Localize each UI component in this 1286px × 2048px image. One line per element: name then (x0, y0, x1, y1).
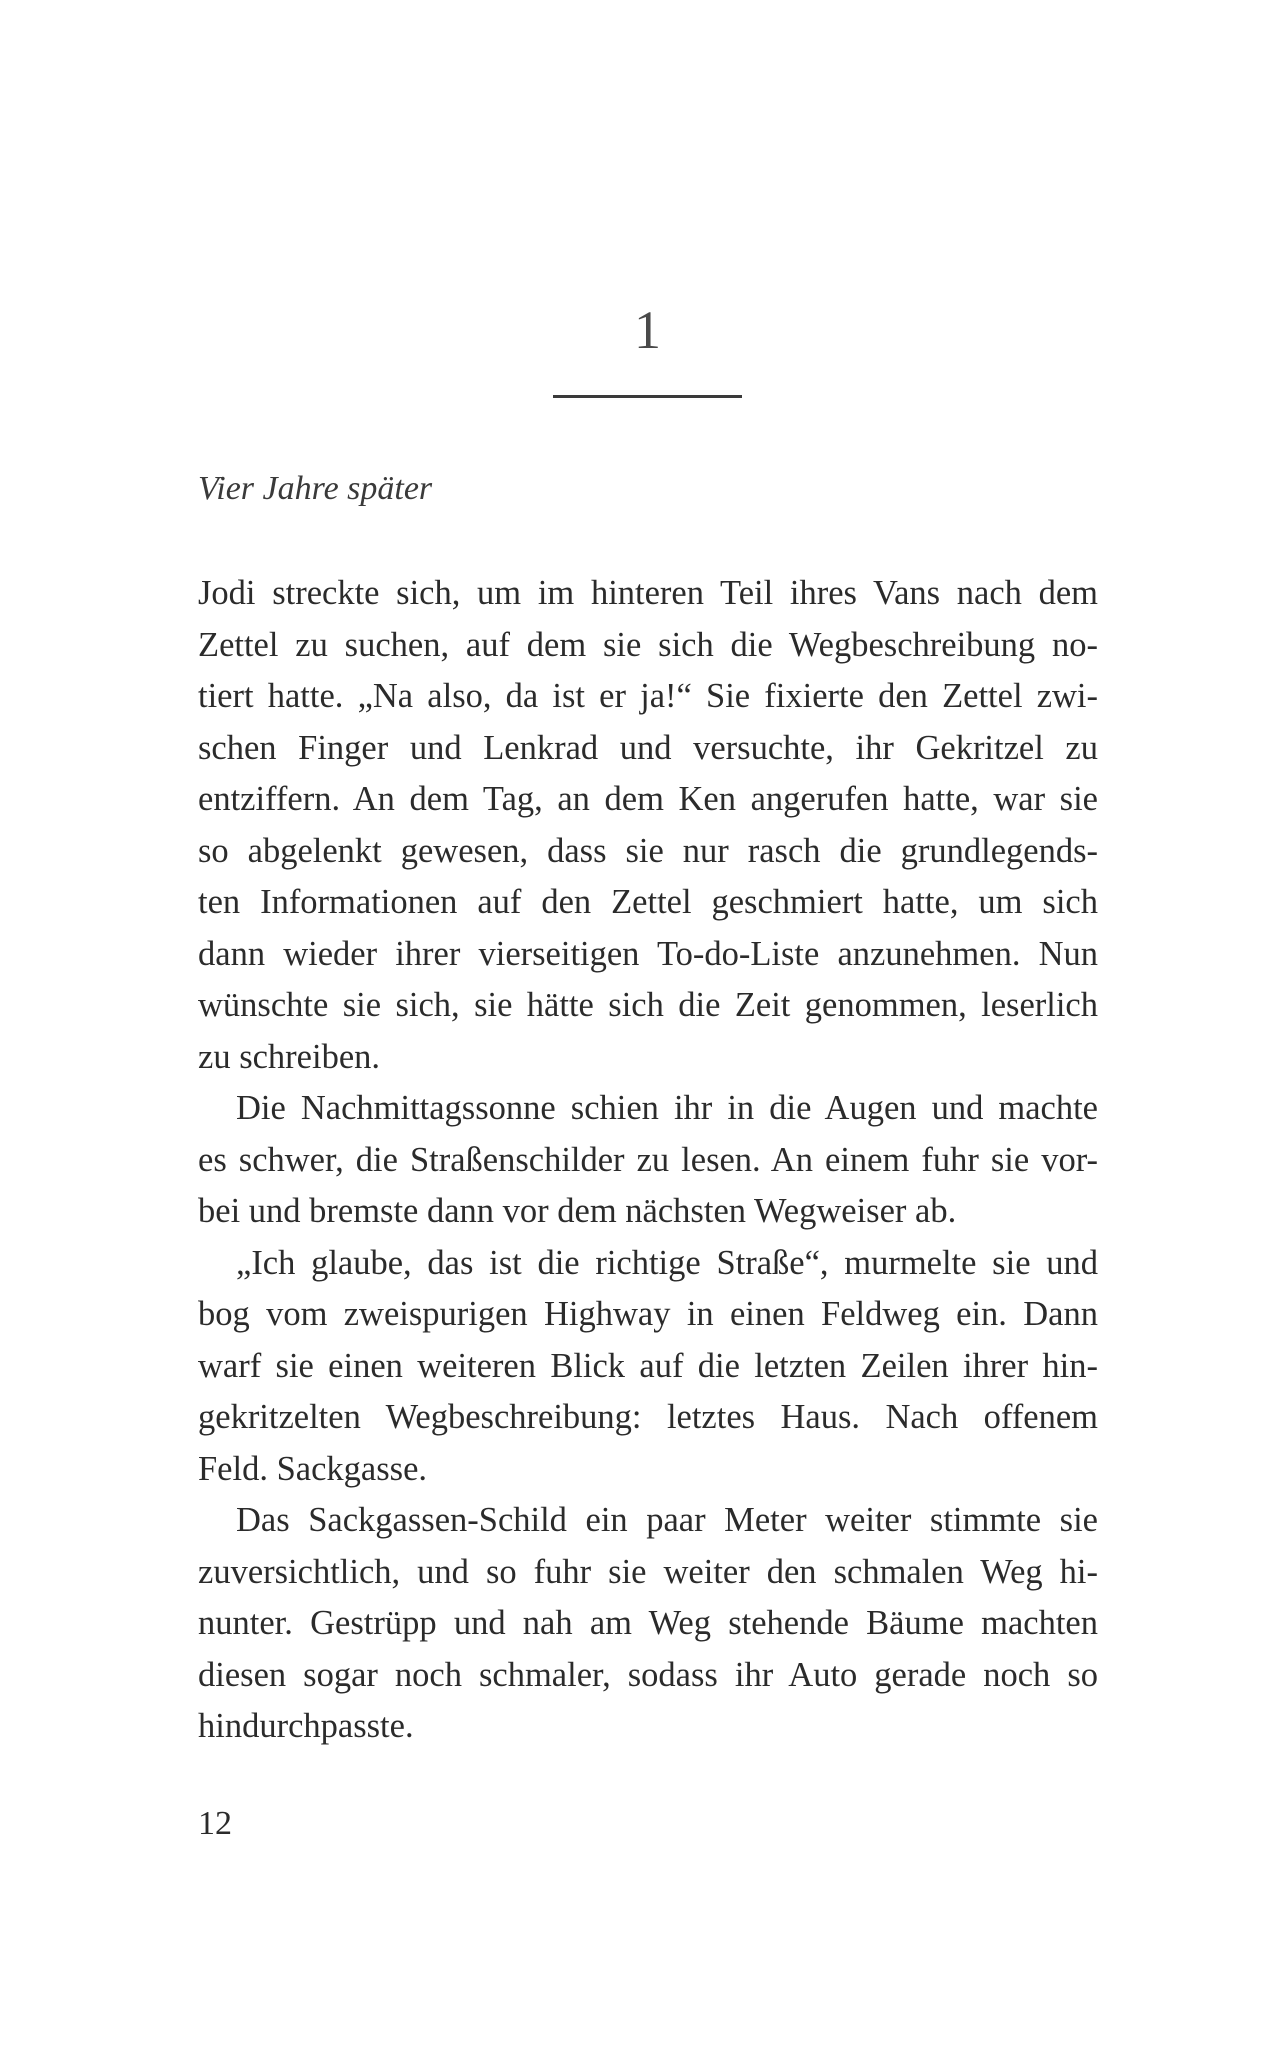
body-text (198, 568, 1098, 1753)
text-line: gekritzelten Wegbeschreibung: letztes Haus. Nach offenem (198, 1398, 1098, 1436)
text-line: es schwer, die Straßenschilder zu lesen. An einem fuhr sie vor- (198, 1140, 1098, 1179)
text-line: warf sie einen weiteren Blick auf die letzten Zeilen ihrer hin- (198, 1346, 1098, 1385)
text-line: tiert hatte. „Na also, da ist er ja!“ Sie fixierte den Zettel zwi- (198, 677, 1098, 715)
text-line: Die Nachmittagssonne schien ihr in die Augen und machte (236, 1089, 1098, 1127)
text-line: schen Finger und Lenkrad und versuchte, ihr Gekritzel zu (198, 728, 1098, 767)
text-line: Jodi streckte sich, um im hinteren Teil ihres Vans nach dem (198, 574, 1098, 612)
text-line: nunter. Gestrüpp und nah am Weg stehende Bäume machten (198, 1604, 1098, 1642)
text-line: ten Informationen auf den Zettel geschmiert hatte, um sich (198, 883, 1098, 921)
text-line: bog vom zweispurigen Highway in einen Feldweg ein. Dann (198, 1295, 1098, 1333)
text-line: zuversichtlich, und so fuhr sie weiter den schmalen Weg hi- (198, 1552, 1098, 1591)
text-line: Zettel zu suchen, auf dem sie sich die Wegbeschreibung no- (198, 625, 1098, 664)
page-number: 12 (198, 1805, 232, 1842)
text-line: so abgelenkt gewesen, dass sie nur rasch die grundlegends- (198, 831, 1098, 870)
text-line: dann wieder ihrer vierseitigen To-do-Liste anzunehmen. Nun (198, 934, 1098, 973)
text-line: hindurchpasste. (198, 1707, 414, 1745)
text-line: bei und bremste dann vor dem nächsten Wegweiser ab. (198, 1192, 957, 1230)
text-line: entziffern. An dem Tag, an dem Ken angerufen hatte, war sie (198, 780, 1098, 818)
text-line: Das Sackgassen-Schild ein paar Meter weiter stimmte sie (236, 1501, 1098, 1539)
text-line: Feld. Sackgasse. (198, 1449, 428, 1488)
text-line: wünschte sie sich, sie hätte sich die Zeit genommen, leserlich (198, 986, 1098, 1024)
chapter-subtitle: Vier Jahre später (198, 470, 433, 507)
chapter-number: 1 (634, 300, 661, 360)
text-line: zu schreiben. (198, 1037, 381, 1076)
chapter-divider-rule (553, 395, 742, 398)
text-line: diesen sogar noch schmaler, sodass ihr Auto gerade noch so (198, 1655, 1098, 1694)
text-line: „Ich glaube, das ist die richtige Straße“, murmelte sie und (236, 1243, 1098, 1282)
